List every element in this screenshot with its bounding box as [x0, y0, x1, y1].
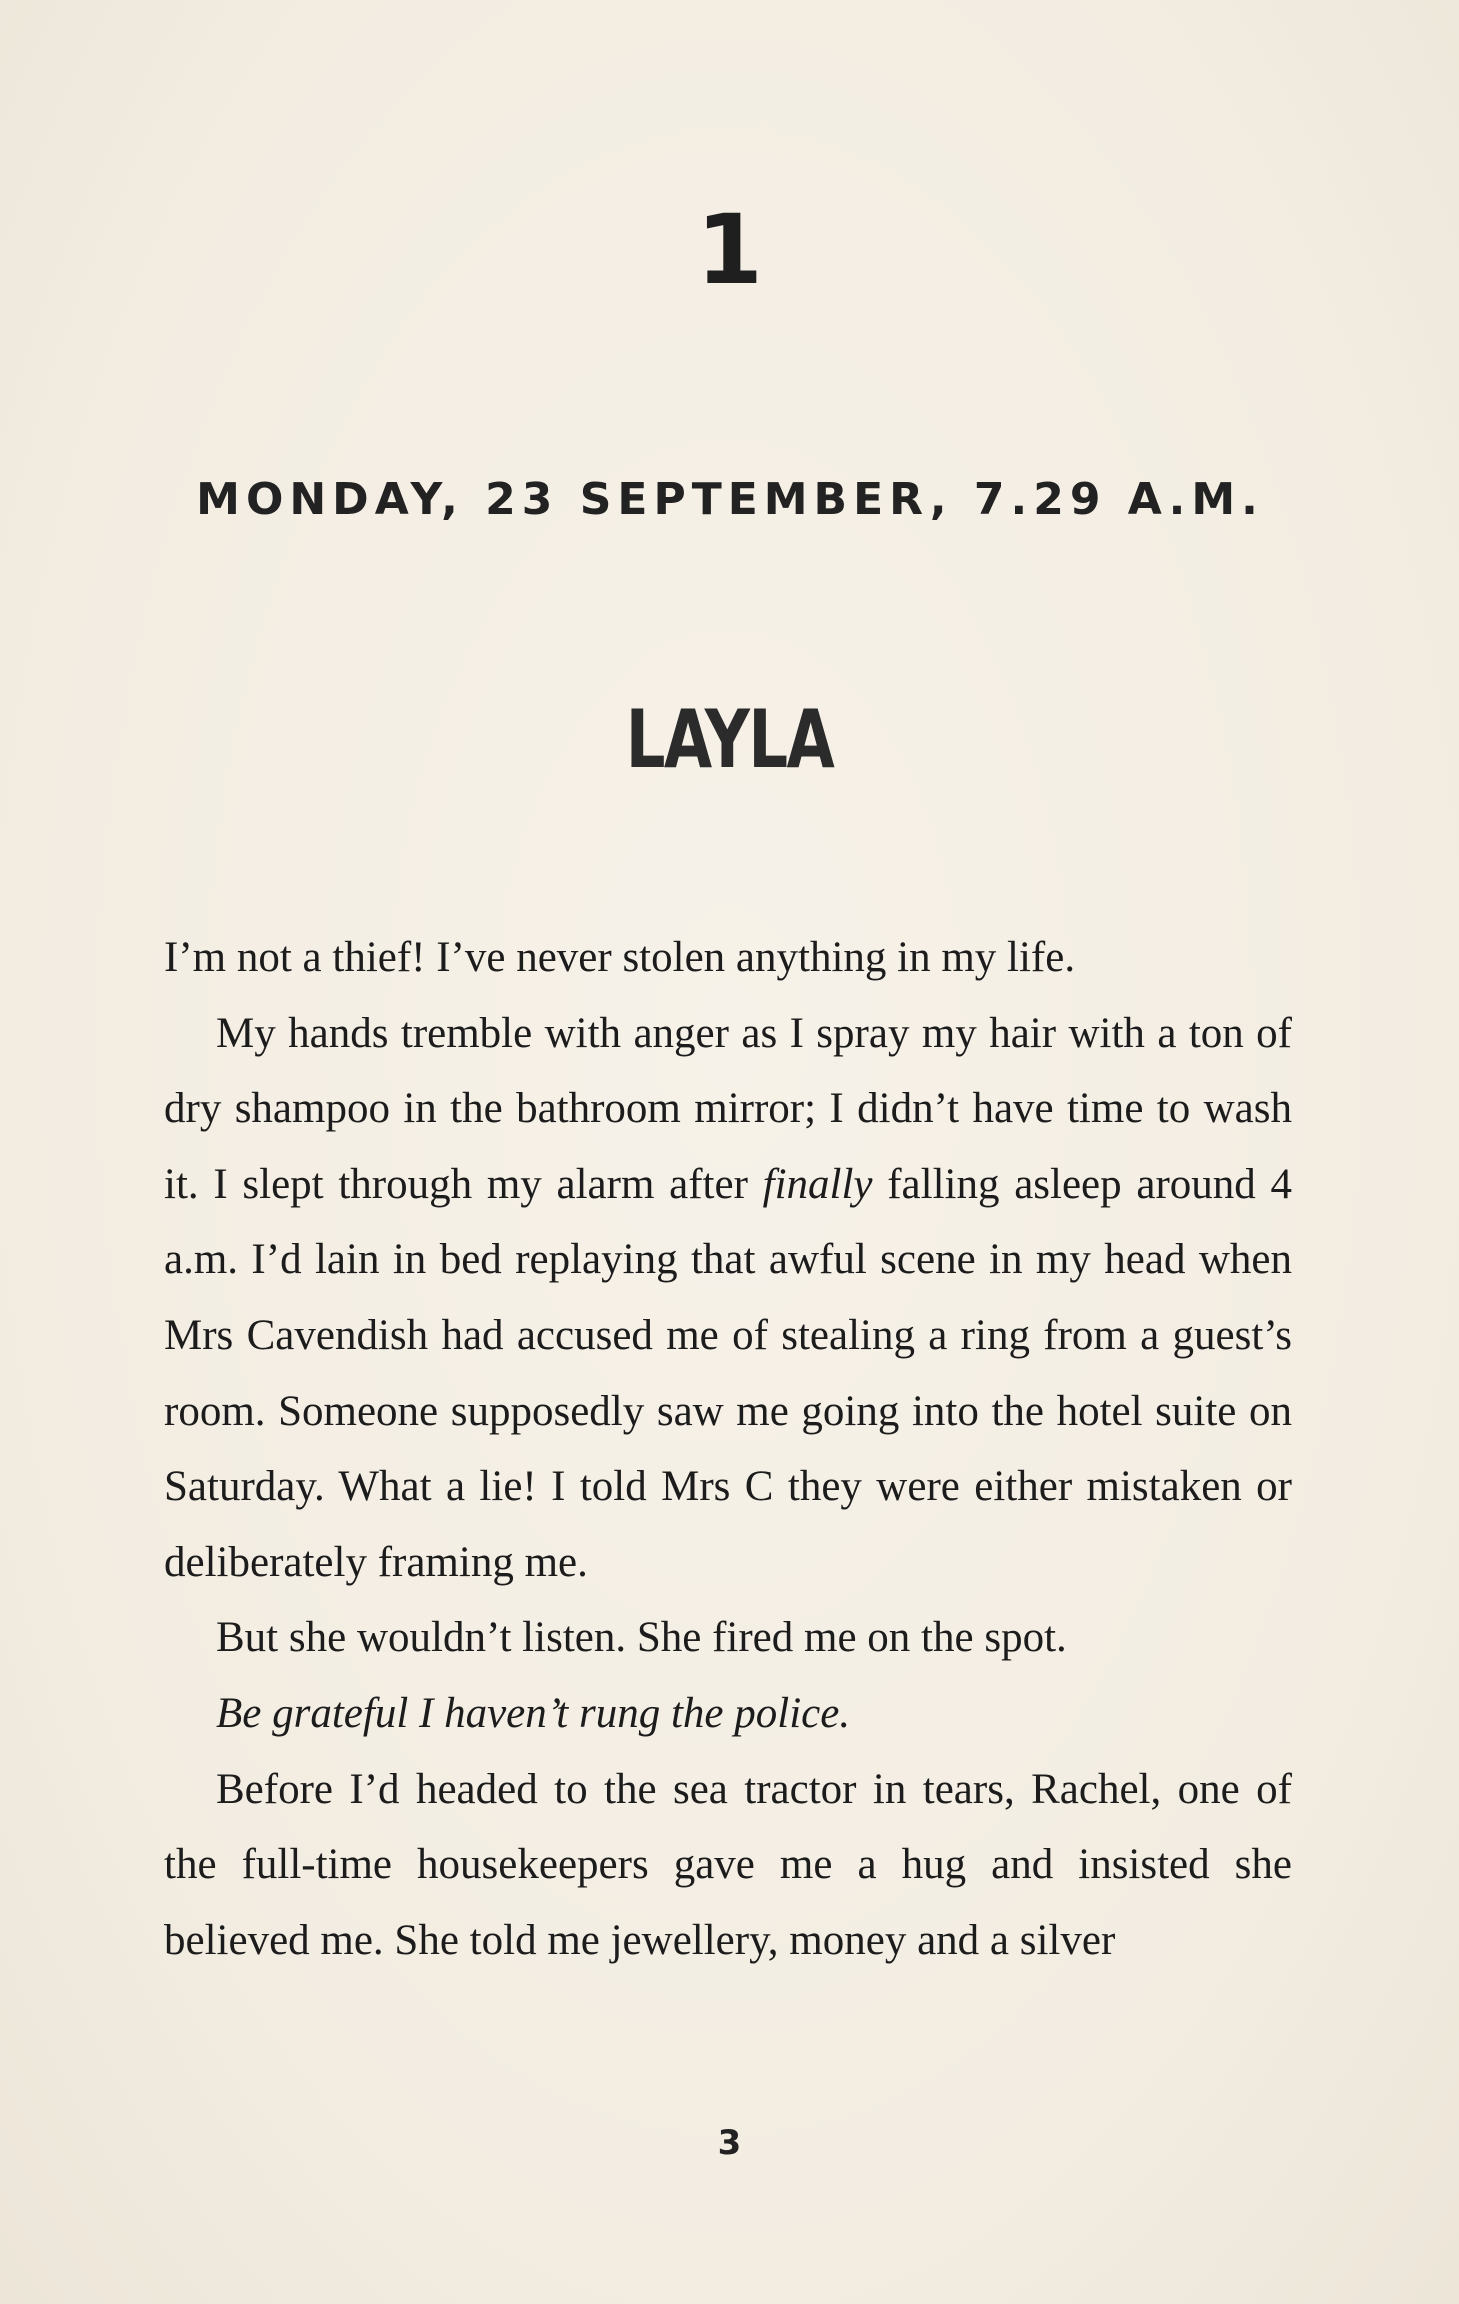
paragraph	[164, 1676, 1292, 1752]
text-run: falling asleep around 4 a.m. I’d lain in bed replaying that awful scene in my head when Mrs Cavendish had accused me of stealing a ring from a guest’s room. Someone supposedly saw me going into the hotel suite on Saturday. What a lie! I told Mrs C they were either mistaken or deliberately framing me.	[164, 1160, 1292, 1586]
body-text	[164, 920, 1292, 1978]
italic-text-run: Be grateful I haven’t rung the police.	[216, 1689, 851, 1737]
page-number: 3	[717, 2123, 742, 2163]
text-run: I’m not a thief! I’ve never stolen anything in my life.	[164, 934, 1076, 981]
paragraph	[164, 1600, 1292, 1676]
chapter-date-heading: MONDAY, 23 SEPTEMBER, 7.29 A.M.	[196, 474, 1264, 525]
text-run: But she wouldn’t listen. She fired me on the spot.	[216, 1614, 1067, 1662]
narrator-heading: LAYLA	[625, 693, 834, 786]
paragraph	[164, 996, 1292, 1601]
italic-text-run: finally	[762, 1160, 873, 1208]
text-run: Before I’d headed to the sea tractor in tears, Rachel, one of the full-time housekeepers gave me a hug and insisted she believed me. She told me jewellery, money and a silver	[164, 1765, 1292, 1964]
paragraph	[164, 920, 1292, 996]
chapter-number: 1	[696, 194, 763, 306]
text-run: My hands tremble with anger as I spray my hair with a ton of dry shampoo in the bathroom mirror; I didn’t have time to wash it. I slept through my alarm after	[164, 1009, 1292, 1208]
paragraph	[164, 1752, 1292, 1979]
